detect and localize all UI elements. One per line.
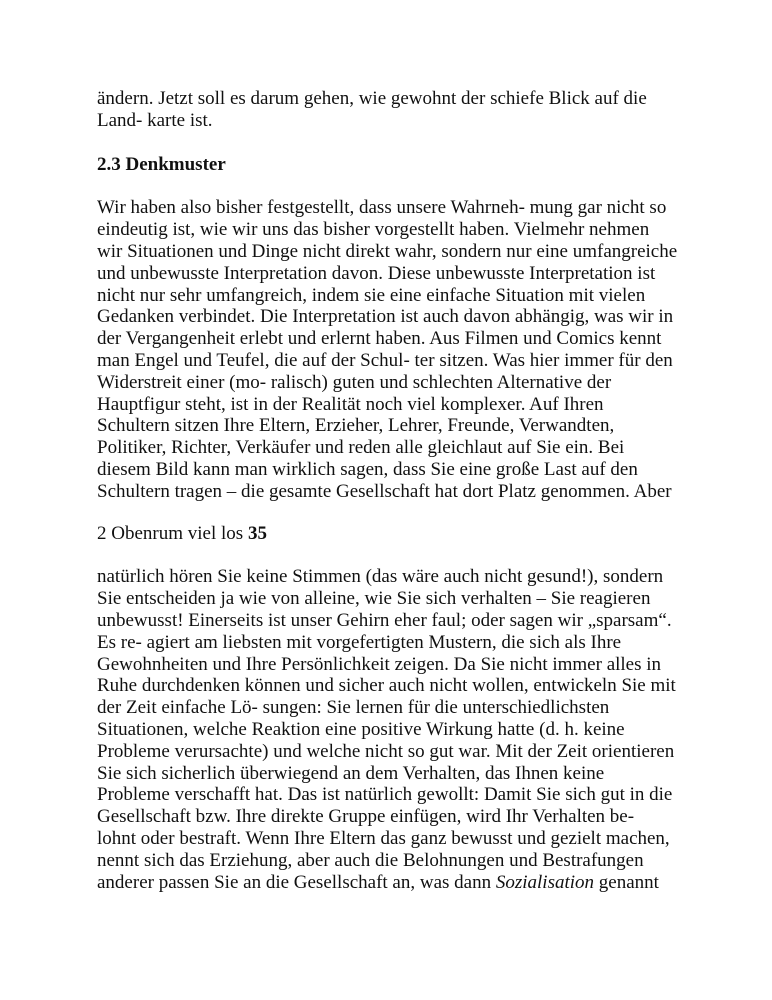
text-line: nennt sich das Erziehung, aber auch die Belohnungen und Bestrafungen (97, 849, 644, 871)
intro-paragraph (97, 88, 677, 132)
text-line: natürlich hören Sie keine Stimmen (das wäre auch nicht gesund!), sondern (97, 566, 664, 588)
text-line: Schultern sitzen Ihre Eltern, Erzieher, Lehrer, Freunde, Verwandten, (97, 415, 615, 437)
text-segment: anderer passen Sie an die Gesellschaft an, was dann (97, 871, 496, 893)
document-page (97, 88, 677, 893)
body-paragraph-1 (97, 197, 677, 502)
text-line-last (97, 872, 677, 894)
text-line: Probleme verschafft hat. Das ist natürlich gewollt: Damit Sie sich gut in die (97, 784, 673, 806)
text-line: man Engel und Teufel, die auf der Schul- ter sitzen. Was hier immer für den (97, 349, 673, 371)
section-heading: 2.3 Denkmuster (97, 153, 226, 175)
text-line: Sie entscheiden ja wie von alleine, wie Sie sich verhalten – Sie reagieren (97, 588, 651, 610)
text-line: eindeutig ist, wie wir uns das bisher vorgestellt haben. Vielmehr nehmen (97, 219, 650, 241)
text-line: Gewohnheiten und Ihre Persönlichkeit zeigen. Da Sie nicht immer alles in (97, 653, 662, 675)
text-line: Hauptfigur steht, ist in der Realität noch viel komplexer. Auf Ihren (97, 393, 604, 415)
text-line: Gedanken verbindet. Die Interpretation ist auch davon abhängig, was wir in (97, 306, 674, 328)
text-line: Ruhe durchdenken können und sicher auch nicht wollen, entwickeln Sie mit (97, 675, 676, 697)
italic-term: Sozialisation (495, 871, 595, 893)
text-line: Sie sich sicherlich überwiegend an dem Verhalten, das Ihnen keine (97, 762, 605, 784)
text-line: wir Situationen und Dinge nicht direkt wahr, sondern nur eine umfangreiche (97, 240, 678, 262)
text-line: Politiker, Richter, Verkäufer und reden alle gleichlaut auf Sie ein. Bei (97, 437, 625, 459)
text-line: Situationen, welche Reaktion eine positive Wirkung hatte (d. h. keine (97, 718, 625, 740)
text-line: lohnt oder bestraft. Wenn Ihre Eltern das ganz bewusst und gezielt machen, (97, 827, 670, 849)
text-segment: genannt (594, 871, 659, 893)
text-line: unbewusst! Einerseits ist unser Gehirn eher faul; oder sagen wir „sparsam“. (97, 609, 672, 631)
page-footer (97, 523, 677, 545)
text-line: Widerstreit einer (mo- ralisch) guten und schlechten Alternative der (97, 371, 612, 393)
text-line: Probleme verursachte) und welche nicht so gut war. Mit der Zeit orientieren (97, 740, 675, 762)
text-line: ändern. Jetzt soll es darum gehen, wie gewohnt der schiefe Blick auf die (97, 88, 647, 109)
body-paragraph-2 (97, 566, 677, 893)
text-line: Wir haben also bisher festgestellt, dass unsere Wahrneh- mung gar nicht so (97, 197, 667, 219)
text-line: Land- karte ist. (97, 109, 213, 131)
text-line: der Vergangenheit erlebt und erlernt haben. Aus Filmen und Comics kennt (97, 328, 662, 350)
text-line: der Zeit einfache Lö- sungen: Sie lernen für die unterschiedlichsten (97, 697, 610, 719)
text-line: und unbewusste Interpretation davon. Diese unbewusste Interpretation ist (97, 262, 656, 284)
footer-text: 2 Obenrum viel los (97, 522, 248, 544)
page-number: 35 (247, 522, 267, 544)
text-line: Gesellschaft bzw. Ihre direkte Gruppe einfügen, wird Ihr Verhalten be- (97, 806, 635, 828)
text-line: diesem Bild kann man wirklich sagen, dass Sie eine große Last auf den (97, 458, 638, 480)
text-line: Es re- agiert am liebsten mit vorgefertigten Mustern, die sich als Ihre (97, 631, 622, 653)
text-line: Schultern tragen – die gesamte Gesellschaft hat dort Platz genommen. Aber (97, 480, 672, 502)
text-line: nicht nur sehr umfangreich, indem sie eine einfache Situation mit vielen (97, 284, 646, 306)
